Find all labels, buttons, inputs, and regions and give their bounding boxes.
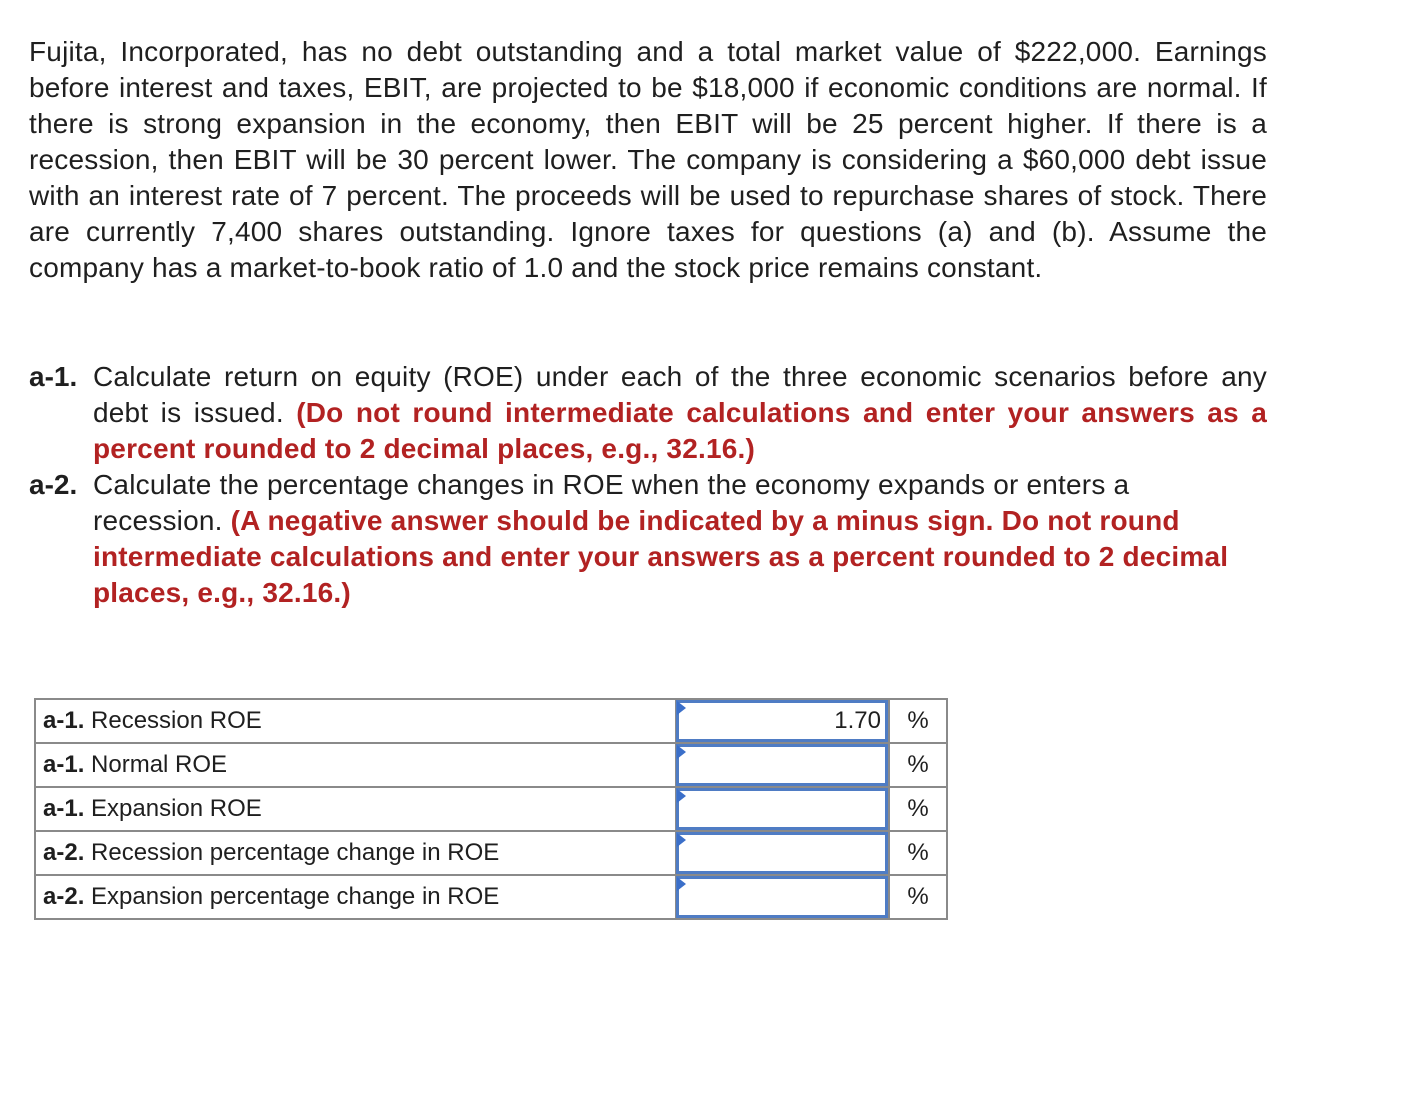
- table-row: [35, 699, 947, 743]
- row-prefix: a-1.: [43, 795, 85, 822]
- unit-label: %: [889, 875, 947, 919]
- flag-marker-icon: [677, 745, 686, 759]
- question-text: Calculate return on equity (ROE) under each of the three economic scenarios before any debt is issued.: [93, 361, 1267, 428]
- unit-label: %: [889, 787, 947, 831]
- row-label-text: Expansion ROE: [91, 795, 262, 822]
- table-row: [35, 787, 947, 831]
- row-label-text: Recession percentage change in ROE: [91, 839, 500, 866]
- flag-marker-icon: [677, 789, 686, 803]
- row-prefix: a-1.: [43, 707, 85, 734]
- unit-label: %: [889, 743, 947, 787]
- table-row: [35, 743, 947, 787]
- row-prefix: a-2.: [43, 883, 85, 910]
- row-prefix: a-1.: [43, 751, 85, 778]
- row-label-text: Expansion percentage change in ROE: [91, 883, 500, 910]
- flag-marker-icon: [677, 877, 686, 891]
- row-prefix: a-2.: [43, 839, 85, 866]
- question-a1: [29, 359, 1267, 467]
- row-label-text: Recession ROE: [91, 707, 262, 734]
- row-label: [35, 699, 676, 743]
- recession-change-input[interactable]: [676, 832, 888, 874]
- normal-roe-input[interactable]: [676, 744, 888, 786]
- expansion-change-input[interactable]: [676, 876, 888, 918]
- flag-marker-icon: [677, 833, 686, 847]
- row-label: [35, 831, 676, 875]
- problem-statement: Fujita, Incorporated, has no debt outstanding and a total market value of $222,000. Earnings before interest and taxes, EBIT, are projected to be $18,000 if economic conditions are normal. If there is strong expansion in the economy, then EBIT will be 25 percent higher. If there is a recession, then EBIT will be 30 percent lower. The company is considering a $60,000 debt issue with an interest rate of 7 percent. The proceeds will be used to repurchase shares of stock. There are currently 7,400 shares outstanding. Ignore taxes for questions (a) and (b). Assume the company has a market-to-book ratio of 1.0 and the stock price remains constant.: [29, 36, 1267, 283]
- question-text: Calculate the percentage changes in ROE when the economy expands or enters a recession.: [93, 469, 1130, 536]
- row-label-text: Normal ROE: [91, 751, 228, 778]
- question-a2: [29, 467, 1267, 611]
- row-label: [35, 787, 676, 831]
- answer-cell: [676, 875, 889, 919]
- question-label: a-2.: [29, 469, 78, 500]
- answer-cell: [676, 699, 889, 743]
- unit-label: %: [889, 699, 947, 743]
- question-body: [93, 467, 1253, 611]
- question-instruction: (A negative answer should be indicated by a minus sign. Do not round intermediate calculations and enter your answers as a percent rounded to 2 decimal places, e.g., 32.16.): [93, 505, 1229, 608]
- recession-roe-input[interactable]: [676, 700, 888, 742]
- table-row: [35, 875, 947, 919]
- flag-marker-icon: [677, 701, 686, 715]
- unit-label: %: [889, 831, 947, 875]
- question-instruction: (Do not round intermediate calculations and enter your answers as a percent rounded to 2 decimal places, e.g., 32.16.): [93, 397, 1267, 464]
- row-label: [35, 743, 676, 787]
- answer-cell: [676, 743, 889, 787]
- answer-cell: [676, 787, 889, 831]
- question-label: a-1.: [29, 361, 78, 392]
- question-body: [93, 359, 1267, 467]
- table-row: [35, 831, 947, 875]
- answer-table: [34, 698, 948, 920]
- expansion-roe-input[interactable]: [676, 788, 888, 830]
- row-label: [35, 875, 676, 919]
- answer-cell: [676, 831, 889, 875]
